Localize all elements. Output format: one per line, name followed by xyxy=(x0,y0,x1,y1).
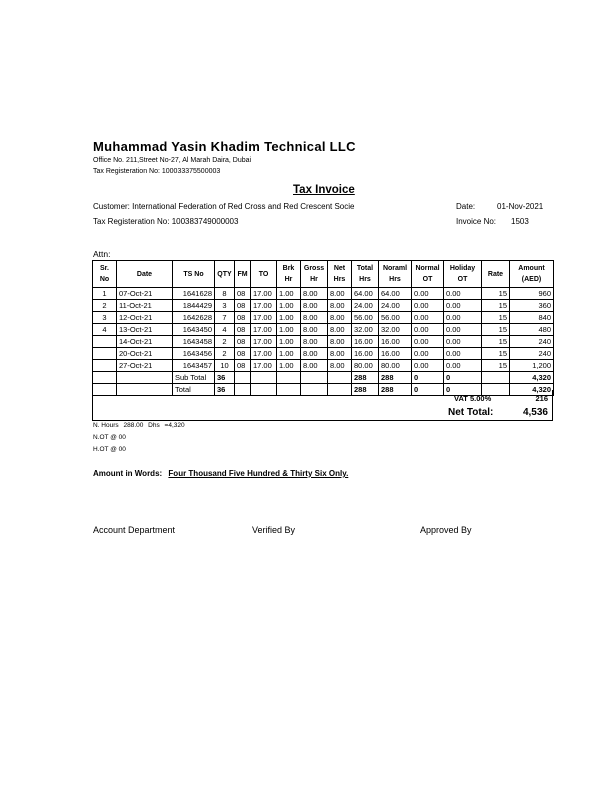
table-cell xyxy=(482,372,510,384)
table-cell: 11-Oct-21 xyxy=(117,300,173,312)
table-cell xyxy=(93,360,117,372)
table-cell: 1844429 xyxy=(173,300,215,312)
column-header-line: Noraml xyxy=(382,265,408,272)
table-cell: 3 xyxy=(93,312,117,324)
column-header-line: Rate xyxy=(487,270,504,278)
table-cell: 8 xyxy=(215,288,235,300)
table-cell: 64.00 xyxy=(352,288,379,300)
table-cell: 4,320 xyxy=(510,372,554,384)
normal-hours-unit: Dhs xyxy=(148,422,160,429)
table-cell: 15 xyxy=(482,324,510,336)
table-cell: 1643457 xyxy=(173,360,215,372)
table-cell xyxy=(301,372,328,384)
table-cell: 8.00 xyxy=(301,348,328,360)
table-cell: 16.00 xyxy=(379,336,412,348)
normal-hours-amount: =4,320 xyxy=(164,422,185,429)
normal-hours-value: 288.00 xyxy=(123,422,144,429)
table-header-row xyxy=(93,261,554,288)
table-cell: 0.00 xyxy=(412,300,444,312)
column-header-line: Total xyxy=(356,265,374,272)
table-cell: 14-Oct-21 xyxy=(117,336,173,348)
table-cell: 0.00 xyxy=(412,336,444,348)
column-header-line: Hrs xyxy=(333,276,346,283)
table-cell: 0.00 xyxy=(412,348,444,360)
table-cell: 1.00 xyxy=(277,300,301,312)
table-row xyxy=(93,360,554,372)
table-cell: 64.00 xyxy=(379,288,412,300)
table-cell: 15 xyxy=(482,312,510,324)
totals-box xyxy=(92,390,553,421)
table-cell: Sub Total xyxy=(173,372,215,384)
table-row xyxy=(93,336,554,348)
table-cell: 08 xyxy=(235,312,251,324)
table-cell: 8.00 xyxy=(328,300,352,312)
company-name: Muhammad Yasin Khadim Technical LLC xyxy=(93,139,356,154)
table-row xyxy=(93,312,554,324)
table-cell: 0.00 xyxy=(444,336,482,348)
table-cell: 07-Oct-21 xyxy=(117,288,173,300)
table-cell: 4,320 xyxy=(510,384,554,396)
column-header-line: Sr. xyxy=(100,265,109,272)
table-cell: 8.00 xyxy=(301,360,328,372)
table-cell: 17.00 xyxy=(251,300,277,312)
table-cell: 480 xyxy=(510,324,554,336)
table-cell: 08 xyxy=(235,288,251,300)
normal-hours-summary xyxy=(93,422,188,429)
table-cell: 288 xyxy=(352,372,379,384)
customer-label: Customer: xyxy=(93,202,130,211)
table-cell: 1642628 xyxy=(173,312,215,324)
column-header-line: QTY xyxy=(217,270,232,278)
table-row xyxy=(93,288,554,300)
table-cell: 24.00 xyxy=(379,300,412,312)
table-cell: 3 xyxy=(215,300,235,312)
amount-in-words-value: Four Thousand Five Hundred & Thirty Six Only. xyxy=(168,469,349,478)
invoice-number-label: Invoice No: xyxy=(456,217,497,226)
column-header xyxy=(444,261,482,288)
table-cell: 0.00 xyxy=(444,288,482,300)
table-cell: 08 xyxy=(235,360,251,372)
table-cell: 0 xyxy=(444,384,482,396)
table-cell: 960 xyxy=(510,288,554,300)
column-header-line: Normal xyxy=(415,265,440,272)
column-header xyxy=(235,261,251,288)
column-header-line: No xyxy=(99,276,110,283)
table-cell: 17.00 xyxy=(251,336,277,348)
signature-approved-by: Approved By xyxy=(420,525,472,535)
table-cell: 2 xyxy=(215,348,235,360)
net-total-label: Net Total: xyxy=(448,407,494,418)
customer-tax-registration: Tax Registeration No: 100383749000003 xyxy=(93,217,239,226)
table-cell: 56.00 xyxy=(379,312,412,324)
column-header-line: Brk xyxy=(282,265,295,272)
table-cell: 36 xyxy=(215,372,235,384)
table-cell: 1.00 xyxy=(277,336,301,348)
table-cell xyxy=(93,372,117,384)
table-cell: 17.00 xyxy=(251,312,277,324)
table-cell: 36 xyxy=(215,384,235,396)
column-header xyxy=(93,261,117,288)
table-cell: 1.00 xyxy=(277,348,301,360)
signature-account-department: Account Department xyxy=(93,525,176,535)
table-cell: 240 xyxy=(510,336,554,348)
table-cell xyxy=(93,336,117,348)
holiday-ot-summary: H.OT @ 00 xyxy=(93,446,126,453)
table-cell: 56.00 xyxy=(352,312,379,324)
table-cell: 12-Oct-21 xyxy=(117,312,173,324)
table-cell: 0.00 xyxy=(444,360,482,372)
column-header-line: TO xyxy=(258,270,269,278)
table-cell: 08 xyxy=(235,348,251,360)
table-cell: 27-Oct-21 xyxy=(117,360,173,372)
table-cell xyxy=(277,372,301,384)
table-cell: 2 xyxy=(215,336,235,348)
customer-name: International Federation of Red Cross and Red Crescent Socie xyxy=(132,202,355,211)
table-cell: 8.00 xyxy=(328,324,352,336)
subtotal-row xyxy=(93,372,554,384)
table-cell: 1643450 xyxy=(173,324,215,336)
table-cell: 16.00 xyxy=(379,348,412,360)
table-cell: 0.00 xyxy=(444,324,482,336)
signature-verified-by: Verified By xyxy=(252,525,296,535)
table-cell xyxy=(117,372,173,384)
table-cell: 0.00 xyxy=(412,324,444,336)
table-cell: 1.00 xyxy=(277,288,301,300)
invoice-table xyxy=(92,260,554,396)
column-header-line: OT xyxy=(457,276,468,283)
table-cell: 1643458 xyxy=(173,336,215,348)
column-header-line: OT xyxy=(422,276,433,283)
table-cell: 20-Oct-21 xyxy=(117,348,173,360)
table-cell xyxy=(235,372,251,384)
table-cell: 840 xyxy=(510,312,554,324)
table-cell xyxy=(251,372,277,384)
column-header-line: Hrs xyxy=(389,276,401,283)
table-cell: 80.00 xyxy=(352,360,379,372)
table-cell: 8.00 xyxy=(301,324,328,336)
column-header xyxy=(215,261,235,288)
table-cell: 13-Oct-21 xyxy=(117,324,173,336)
table-cell: 0.00 xyxy=(412,360,444,372)
table-row xyxy=(93,300,554,312)
table-cell: 17.00 xyxy=(251,348,277,360)
column-header xyxy=(482,261,510,288)
column-header xyxy=(328,261,352,288)
table-cell: 1.00 xyxy=(277,324,301,336)
table-cell: 8.00 xyxy=(301,288,328,300)
column-header-line: FM xyxy=(237,270,248,278)
normal-hours-label: N. Hours xyxy=(93,422,119,429)
table-cell: 8.00 xyxy=(328,360,352,372)
vat-label: VAT 5.00% xyxy=(454,394,492,403)
table-cell: 15 xyxy=(482,288,510,300)
table-cell: 360 xyxy=(510,300,554,312)
column-header-line: Amount xyxy=(518,265,545,272)
table-cell: 15 xyxy=(482,360,510,372)
attention-label: Attn: xyxy=(93,249,111,259)
table-cell: 288 xyxy=(379,384,412,396)
table-cell: 1,200 xyxy=(510,360,554,372)
table-cell xyxy=(328,372,352,384)
table-cell: 7 xyxy=(215,312,235,324)
column-header-line: Hr xyxy=(284,276,293,283)
table-cell: 0.00 xyxy=(444,348,482,360)
table-row xyxy=(93,348,554,360)
column-header-line: Gross xyxy=(303,265,325,272)
document-title: Tax Invoice xyxy=(293,184,355,196)
column-header xyxy=(251,261,277,288)
column-header xyxy=(352,261,379,288)
table-cell: 8.00 xyxy=(328,336,352,348)
table-cell: 15 xyxy=(482,336,510,348)
column-header-line: Hrs xyxy=(359,276,371,283)
table-cell: 15 xyxy=(482,300,510,312)
table-cell: 8.00 xyxy=(328,288,352,300)
table-cell: 24.00 xyxy=(352,300,379,312)
table-cell: 08 xyxy=(235,336,251,348)
customer-line xyxy=(93,202,354,211)
vat-value: 216 xyxy=(535,394,548,403)
invoice-number-value: 1503 xyxy=(511,217,529,226)
table-cell: 16.00 xyxy=(352,336,379,348)
table-cell: 1643456 xyxy=(173,348,215,360)
table-cell: 17.00 xyxy=(251,360,277,372)
table-cell: 08 xyxy=(235,300,251,312)
table-cell: 8.00 xyxy=(301,312,328,324)
column-header xyxy=(510,261,554,288)
table-cell: 10 xyxy=(215,360,235,372)
amount-in-words-label: Amount in Words: xyxy=(93,469,163,478)
column-header-line: Holiday xyxy=(449,265,476,272)
table-cell: 2 xyxy=(93,300,117,312)
table-cell: 1641628 xyxy=(173,288,215,300)
date-value: 01-Nov-2021 xyxy=(497,202,544,211)
table-cell: 0.00 xyxy=(412,288,444,300)
table-cell: 288 xyxy=(352,384,379,396)
table-cell: 8.00 xyxy=(328,348,352,360)
table-cell: 17.00 xyxy=(251,288,277,300)
table-row xyxy=(93,324,554,336)
table-cell: 17.00 xyxy=(251,324,277,336)
table-cell: 0 xyxy=(444,372,482,384)
column-header xyxy=(379,261,412,288)
table-cell: 80.00 xyxy=(379,360,412,372)
table-cell xyxy=(93,348,117,360)
column-header xyxy=(412,261,444,288)
table-cell: 1.00 xyxy=(277,312,301,324)
column-header-line: Net xyxy=(333,265,346,272)
company-tax-registration: Tax Registeration No: 100033375500003 xyxy=(93,168,221,175)
column-header-line: Date xyxy=(136,270,153,278)
table-cell: 4 xyxy=(215,324,235,336)
table-cell: 16.00 xyxy=(352,348,379,360)
column-header-line: TS No xyxy=(183,270,204,278)
net-total-value: 4,536 xyxy=(522,407,548,418)
table-cell: 32.00 xyxy=(379,324,412,336)
table-cell: 0.00 xyxy=(444,312,482,324)
table-cell: 8.00 xyxy=(328,312,352,324)
table-cell: 0 xyxy=(412,372,444,384)
amount-in-words xyxy=(93,469,348,478)
table-cell: 0 xyxy=(412,384,444,396)
column-header-line: (AED) xyxy=(521,276,542,283)
table-cell: 8.00 xyxy=(301,300,328,312)
table-cell: 32.00 xyxy=(352,324,379,336)
column-header-line: Hr xyxy=(310,276,318,283)
company-address: Office No. 211,Street No-27, Al Marah Daira, Dubai xyxy=(93,157,252,164)
column-header xyxy=(173,261,215,288)
column-header xyxy=(301,261,328,288)
table-cell: 240 xyxy=(510,348,554,360)
table-cell: 1 xyxy=(93,288,117,300)
column-header xyxy=(277,261,301,288)
table-cell: Total xyxy=(173,384,215,396)
column-header xyxy=(117,261,173,288)
table-cell: 8.00 xyxy=(301,336,328,348)
date-label: Date: xyxy=(456,202,476,211)
table-cell: 0.00 xyxy=(412,312,444,324)
normal-ot-summary: N.OT @ 00 xyxy=(93,434,126,441)
table-cell: 4 xyxy=(93,324,117,336)
table-cell: 1.00 xyxy=(277,360,301,372)
table-cell: 08 xyxy=(235,324,251,336)
table-cell: 0.00 xyxy=(444,300,482,312)
table-cell: 288 xyxy=(379,372,412,384)
table-cell: 15 xyxy=(482,348,510,360)
